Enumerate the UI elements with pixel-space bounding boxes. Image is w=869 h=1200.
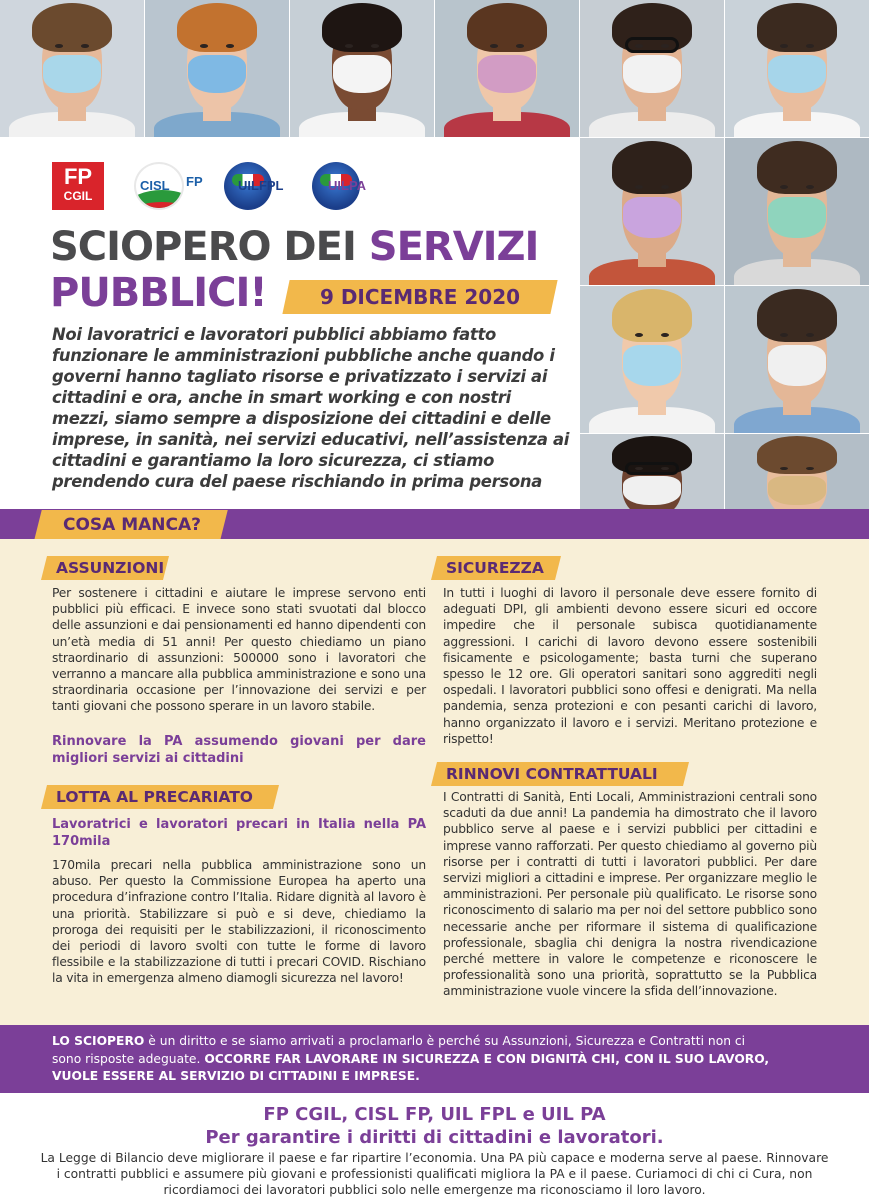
- footer-slogan: Per garantire i diritti di cittadini e lavoratori.: [205, 1127, 664, 1148]
- strike-lead: LO SCIOPERO: [52, 1034, 145, 1048]
- title-line2: PUBBLICI!: [50, 270, 267, 316]
- portrait-6: [725, 0, 869, 137]
- title-part-purple: SERVIZI: [368, 224, 539, 270]
- footer-body: La Legge di Bilancio deve migliorare il paese e far ripartire l’economia. Una PA più capace e moderna serve al paese. Rinnovare i contratti pubblici e assumere più giovani e professionisti qualificati migliora la PA e il paese. Curiamoci di chi ci Cura, non ricordiamoci dei lavoratori pubblici solo nelle emergenze ma riconosciamo il loro lavoro.: [40, 1151, 829, 1197]
- fp-cgil-logo-line1: FP: [63, 164, 93, 189]
- fp-cgil-logo: [52, 162, 104, 210]
- strike-text: è un diritto e se siamo arrivati a proclamarlo è perché su Assunzioni, Sicurezza e Contratti non ci sono risposte adeguate.: [52, 1034, 746, 1066]
- portrait-3: [290, 0, 434, 137]
- sicurezza-body: In tutti i luoghi di lavoro il personale deve essere fornito di adeguati DPI, gli ambienti devono essere sicuri ed occore impedire che il personale subisca quotidianamente aggressioni. I carichi di lavoro devono essere sostenibili fisicamente e psicologamente; basta turni che superano spesso le 12 ore. Gli operatori sanitari sono aggrediti negli ospedali. I lavoratori pubblici sono offesi e denigrati. Ma nella pandemia, senza protezioni e con pesanti carichi di lavoro, hanno organizzato il lavoro e i servizi. Meritano protezione e rispetto!: [443, 586, 817, 746]
- portrait-5: [580, 0, 724, 137]
- uilfpl-logo-text: UILFPL: [238, 178, 284, 193]
- cisl-logo-suffix: FP: [186, 174, 203, 189]
- strike-statement: [52, 1033, 772, 1086]
- rinnovi-body: I Contratti di Sanità, Enti Locali, Amministrazioni centrali sono scaduti da due anni! La pandemia ha dimostrato che il lavoro pubblico serve al paese e i servizi pubblici per cittadini e imprese vanno rafforzati. Per questo chiediamo al governo più risorse per i contratti di tutti i lavoratori pubblici. Per dare servizi migliori a cittadini e imprese. Per organizzare meglio le amministrazioni. Per personale più qualificato. Le risorse sono riconoscimento di salario ma per noi del settore pubblico sono necessarie anche per riformare il sistema di qualificazione professionale, sbaglia chi denigra la nostra rivendicazione perché mettere in valore le competenze e riconoscere le professionalità sono una priorità, soprattutto se la Pubblica amministrazione vuole vincere la sfida dell’innovazione.: [443, 790, 817, 999]
- missing-heading: COSA MANCA?: [62, 515, 202, 535]
- portrait-1: [0, 0, 144, 137]
- face-mask-icon: [623, 476, 681, 505]
- face-mask-icon: [188, 55, 246, 93]
- portrait-7: [580, 138, 724, 285]
- portrait-4: [435, 0, 579, 137]
- union-logos: [52, 158, 382, 216]
- strike-date: 9 DICEMBRE 2020: [319, 285, 521, 309]
- intro-paragraph: Noi lavoratrici e lavoratori pubblici abbiamo fatto funzionare le amministrazioni pubbliche anche quando i governi hanno tagliato risorse e privatizzato i servizi ai cittadini e ora, anche in smart working e con nostri mezzi, siamo sempre a disposizione dei cittadini e delle imprese, in sanità, nei servizi educativi, nell’assistenza ai cittadini e garantiamo la loro sicurezza, ci stiamo prendendo cura del paese rischiando in prima persona: [52, 325, 570, 491]
- fp-cgil-logo-line2: CGIL: [63, 189, 93, 203]
- assunzioni-highlight: Rinnovare la PA assumendo giovani per dare migliori servizi ai cittadini: [52, 734, 426, 766]
- face-mask-icon: [333, 55, 391, 93]
- cisl-logo: [134, 162, 184, 210]
- portrait-9: [580, 286, 724, 433]
- portrait-2: [145, 0, 289, 137]
- portrait-8: [725, 138, 869, 285]
- assunzioni-heading: ASSUNZIONI: [56, 559, 165, 577]
- portrait-10: [725, 286, 869, 433]
- face-mask-icon: [623, 197, 681, 238]
- title-part-dark: SCIOPERO DEI: [50, 224, 369, 270]
- rinnovi-heading: RINNOVI CONTRATTUALI: [446, 765, 658, 783]
- face-mask-icon: [623, 55, 681, 93]
- strike-emphasis: OCCORRE FAR LAVORARE IN SICUREZZA E CON DIGNITÀ CHI, CON IL SUO LAVORO, VUOLE ESSERE AL SERVIZIO DI CITTADINI E IMPRESE.: [52, 1051, 770, 1083]
- face-mask-icon: [768, 476, 826, 505]
- face-mask-icon: [768, 55, 826, 93]
- face-mask-icon: [768, 345, 826, 386]
- cisl-logo-text: CISL: [140, 178, 170, 193]
- precariato-heading: LOTTA AL PRECARIATO: [56, 788, 253, 806]
- assunzioni-body: Per sostenere i cittadini e aiutare le imprese servono enti pubblici più efficaci. E invece sono stati svuotati dal blocco delle assunzioni e dai pensionamenti ed hanno dipendenti con un’età media di 51 anni! Per questo chiediamo un piano straordinario di assunzioni: 500000 sono i lavoratori che verranno a mancare alla pubblica amministrazione e sono una straordinaria occasione per l’innovazione dei servizi e per tanti giovani che possono sperare in un lavoro stabile.: [52, 586, 426, 714]
- face-mask-icon: [768, 197, 826, 238]
- face-mask-icon: [623, 345, 681, 386]
- precariato-highlight: Lavoratrici e lavoratori precari in Italia nella PA 170mila: [52, 817, 426, 849]
- face-mask-icon: [478, 55, 536, 93]
- uilpa-logo-text: UILPA: [328, 178, 367, 193]
- precariato-body: 170mila precari nella pubblica amministrazione sono un abuso. Per questo la Commissione Europea ha aperto una procedura d’infrazione contro l’Italia. Ridare dignità al lavoro è una priorità. Stabilizzare si può e si deve, chiediamo la proroga dei requisiti per le stabilizzazioni, il riconoscimento dei periodi di lavoro svolti con tutte le forme di lavoro flessibile e la stabilizzazione di tutti i precari COVID. Rischiano la vita in emergenza almeno diamogli sicurezza nel lavoro!: [52, 858, 426, 986]
- sicurezza-heading: SICUREZZA: [446, 559, 544, 577]
- face-mask-icon: [43, 55, 101, 93]
- footer-unions: FP CGIL, CISL FP, UIL FPL e UIL PA: [263, 1104, 606, 1125]
